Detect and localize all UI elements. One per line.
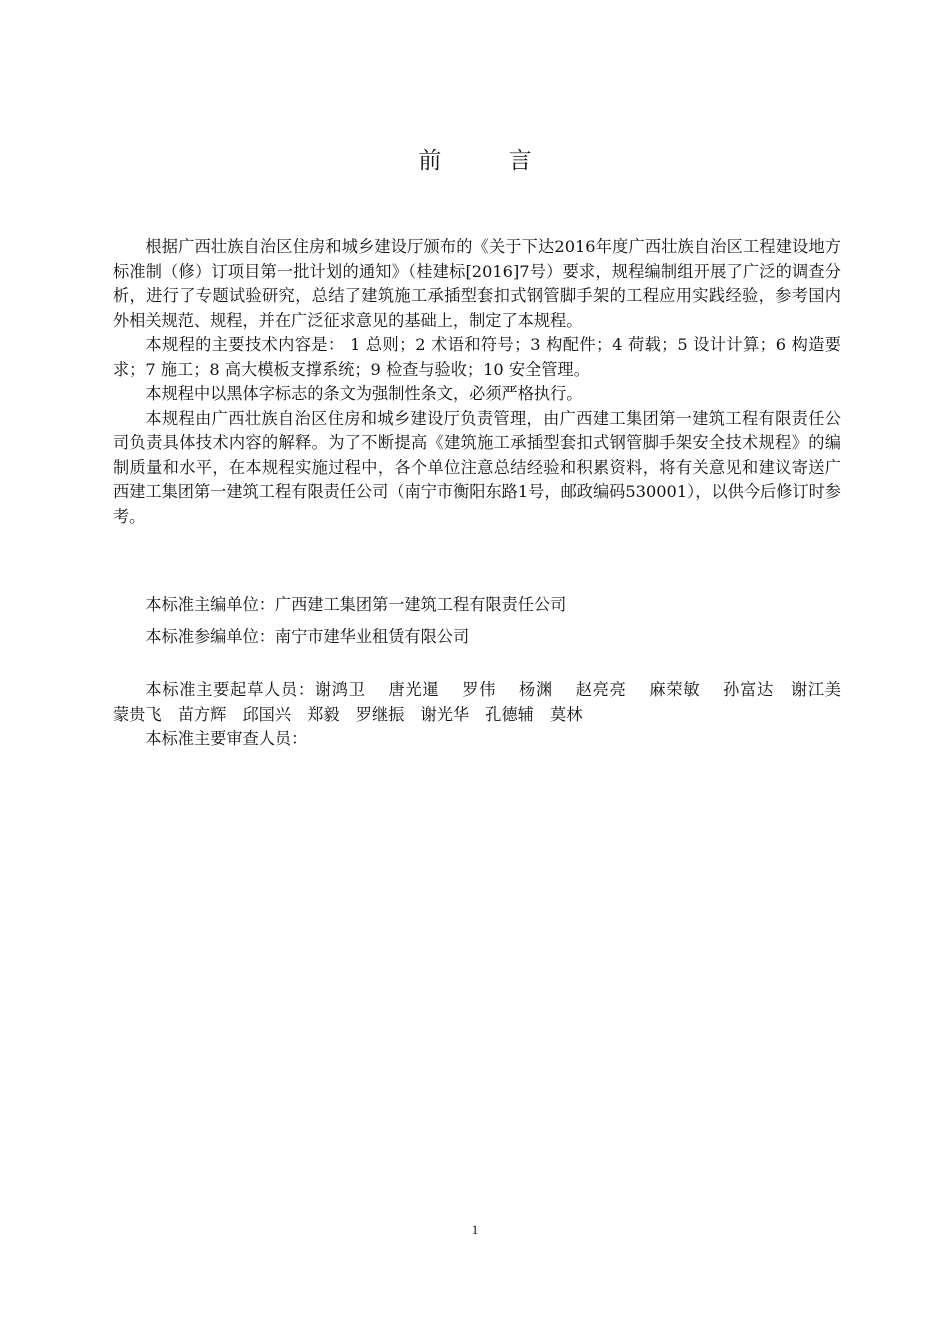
page-title: 前 言 bbox=[418, 148, 562, 174]
paragraph-mandatory: 本规程中以黑体字标志的条文为强制性条文，必须严格执行。 bbox=[145, 384, 583, 403]
reviewers-list: 本标准主要审查人员： bbox=[145, 729, 308, 748]
paragraph-management: 本规程由广西壮族自治区住房和城乡建设厅负责管理，由广西建工集团第一建筑工程有限责任公司负责具体技术内容的解释。为了不断提高《建筑施工承插型套扣式钢管脚手架安全技术规程》的编制质量和水平，在本规程实施过程中，各个单位注意总结经验和积累资料，将有关意见和建议寄送广西建工集团第一建筑工程有限责任公司（南宁市衡阳东路1号，邮政编码530001），以供今后修订时参考。 bbox=[113, 408, 841, 526]
paragraph-contents: 本规程的主要技术内容是： 1 总则；2 术语和符号；3 构配件；4 荷载；5 设计计算；6 构造要求；7 施工；8 高大模板支撑系统；9 检查与验收；10 安全管理。 bbox=[113, 335, 841, 379]
participating-unit: 本标准参编单位：南宁市建华业租赁有限公司 bbox=[145, 627, 470, 646]
credits-section bbox=[113, 592, 874, 752]
foreword-body bbox=[113, 235, 841, 529]
drafters-list: 本标准主要起草人员：谢鸿卫 唐光暹 罗伟 杨渊 赵亮亮 麻荣敏 孙富达 谢江美 蒙贵飞 苗方辉 邱国兴 郑毅 罗继振 谢光华 孔德辅 莫林 bbox=[113, 680, 874, 724]
chief-editor-unit: 本标准主编单位：广西建工集团第一建筑工程有限责任公司 bbox=[145, 595, 567, 614]
page-number: 1 bbox=[471, 1222, 479, 1237]
paragraph-background: 根据广西壮族自治区住房和城乡建设厅颁布的《关于下达2016年度广西壮族自治区工程建设地方标准制（修）订项目第一批计划的通知》（桂建标[2016]7号）要求，规程编制组开展了广泛的调查分析，进行了专题试验研究，总结了建筑施工承插型套扣式钢管脚手架的工程应用实践经验，参考国内外相关规范、规程，并在广泛征求意见的基础上，制定了本规程。 bbox=[113, 237, 841, 330]
